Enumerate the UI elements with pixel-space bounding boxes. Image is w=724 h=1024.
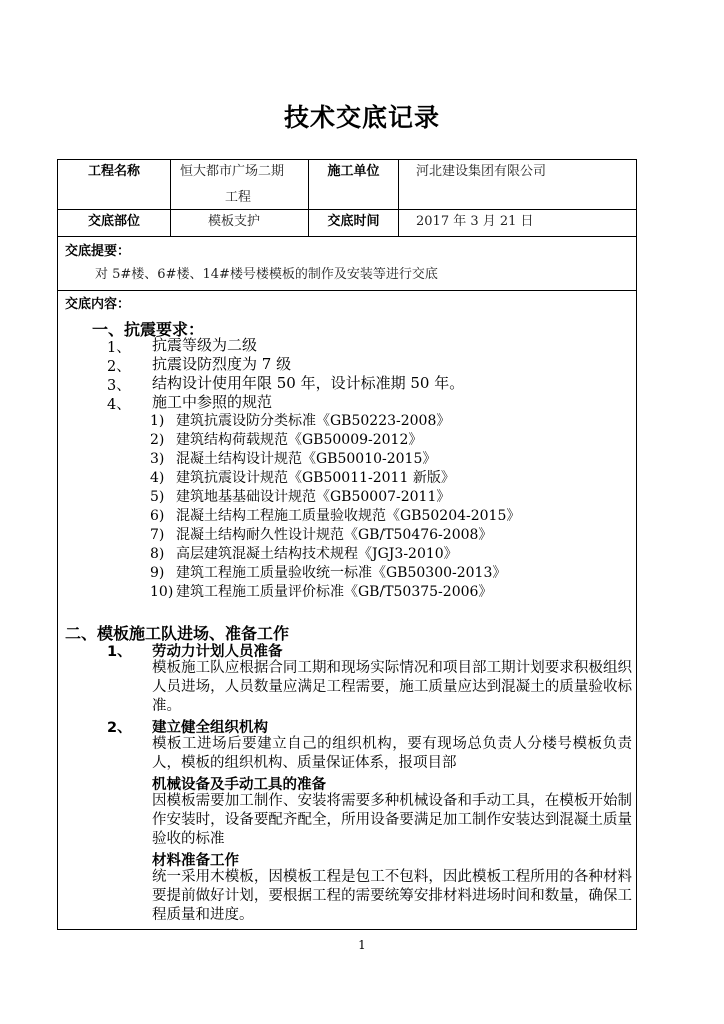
code-number: 10) — [150, 584, 174, 600]
code-text: 高层建筑混凝土结构技术规程《JGJ3-2010》 — [176, 546, 458, 562]
table-divider — [57, 209, 637, 210]
paragraph: 模板施工队应根据合同工期和现场实际情况和项目部工期计划要求积极组织人员进场，人员数量应满足工程需要，施工质量应达到混凝土的质量验收标准。 — [152, 660, 632, 714]
code-number: 2) — [150, 432, 165, 448]
table-divider — [398, 159, 399, 236]
code-text: 混凝土结构设计规范《GB50010-2015》 — [176, 451, 437, 467]
code-number: 8) — [150, 546, 165, 562]
table-divider — [57, 290, 637, 291]
subsection-title: 建立健全组织机构 — [152, 720, 268, 736]
project-name-value: 恒大都市广场二期 — [180, 164, 285, 179]
document-title: 技术交底记录 — [283, 103, 440, 132]
list-number: 3、 — [107, 378, 131, 394]
code-item — [150, 545, 458, 564]
subsection-number: 1、 — [107, 644, 132, 660]
code-item — [150, 412, 450, 431]
code-text: 建筑结构荷载规范《GB50009-2012》 — [176, 432, 423, 448]
handover-time-label: 交底时间 — [327, 214, 380, 229]
code-item — [150, 564, 506, 583]
section-2-heading: 二、模板施工队进场、准备工作 — [65, 624, 290, 643]
list-number: 2、 — [107, 359, 131, 375]
code-text: 建筑地基基础设计规范《GB50007-2011》 — [176, 489, 451, 505]
project-name-value-cont: 工程 — [225, 190, 252, 205]
summary-label: 交底提要： — [65, 244, 131, 259]
section-1-heading: 一、抗震要求： — [92, 320, 205, 339]
handover-time-value: 2017 年 3 月 21 日 — [416, 214, 534, 229]
list-number: 1、 — [107, 340, 131, 356]
code-text: 建筑工程施工质量评价标准《GB/T50375-2006》 — [176, 584, 493, 600]
summary-text: 对 5#楼、6#楼、14#楼号楼模板的制作及安装等进行交底 — [95, 267, 438, 282]
table-divider — [57, 236, 637, 237]
code-item — [150, 583, 492, 602]
code-item — [150, 526, 492, 545]
code-item — [150, 469, 455, 488]
paragraph: 因模板需要加工制作、安装将需要多种机械设备和手动工具，在模板开始制作安装时，设备要配齐配全，所用设备要满足加工制作安装达到混凝土质量验收的标准 — [152, 793, 632, 847]
code-number: 6) — [150, 508, 165, 524]
code-number: 7) — [150, 527, 165, 543]
code-text: 建筑工程施工质量验收统一标准《GB50300-2013》 — [176, 565, 507, 581]
table-divider — [170, 159, 171, 236]
project-name-label: 工程名称 — [87, 164, 140, 179]
list-item: 抗震等级为二级 — [152, 336, 258, 354]
content-label: 交底内容： — [65, 297, 131, 312]
code-number: 1) — [150, 413, 165, 429]
paragraph: 统一采用木模板，因模板工程是包工不包料，因此模板工程所用的各种材料要提前做好计划，要根据工程的需要统筹安排材料进场时间和数量，确保工程质量和进度。 — [152, 869, 632, 923]
list-item: 抗震设防烈度为 7 级 — [152, 355, 292, 373]
code-number: 9) — [150, 565, 165, 581]
subsection-number: 2、 — [107, 720, 132, 736]
code-item — [150, 431, 422, 450]
paragraph: 模板工进场后要建立自己的组织机构，要有现场总负责人分楼号模板负责人，模板的组织机构、质量保证体系，报项目部 — [152, 736, 632, 771]
list-item: 施工中参照的规范 — [152, 393, 273, 411]
code-text: 建筑抗震设计规范《GB50011-2011 新版》 — [176, 470, 455, 486]
code-number: 3) — [150, 451, 165, 467]
list-item: 结构设计使用年限 50 年，设计标准期 50 年。 — [152, 374, 465, 392]
code-text: 建筑抗震设防分类标准《GB50223-2008》 — [176, 413, 451, 429]
list-number: 4、 — [107, 397, 131, 413]
code-item — [150, 507, 520, 526]
code-text: 混凝土结构耐久性设计规范《GB/T50476-2008》 — [176, 527, 493, 543]
code-item — [150, 450, 436, 469]
code-item — [150, 488, 450, 507]
handover-part-value: 模板支护 — [208, 214, 261, 229]
code-number: 5) — [150, 489, 165, 505]
construction-unit-label: 施工单位 — [327, 164, 380, 179]
construction-unit-value: 河北建设集团有限公司 — [416, 164, 547, 179]
code-text: 混凝土结构工程施工质量验收规范《GB50204-2015》 — [176, 508, 521, 524]
code-number: 4) — [150, 470, 165, 486]
page-number: 1 — [358, 938, 366, 952]
subsection-title: 材料准备工作 — [152, 853, 239, 869]
subsection-title: 机械设备及手动工具的准备 — [152, 777, 326, 793]
subsection-title: 劳动力计划人员准备 — [152, 644, 283, 660]
handover-part-label: 交底部位 — [87, 214, 140, 229]
